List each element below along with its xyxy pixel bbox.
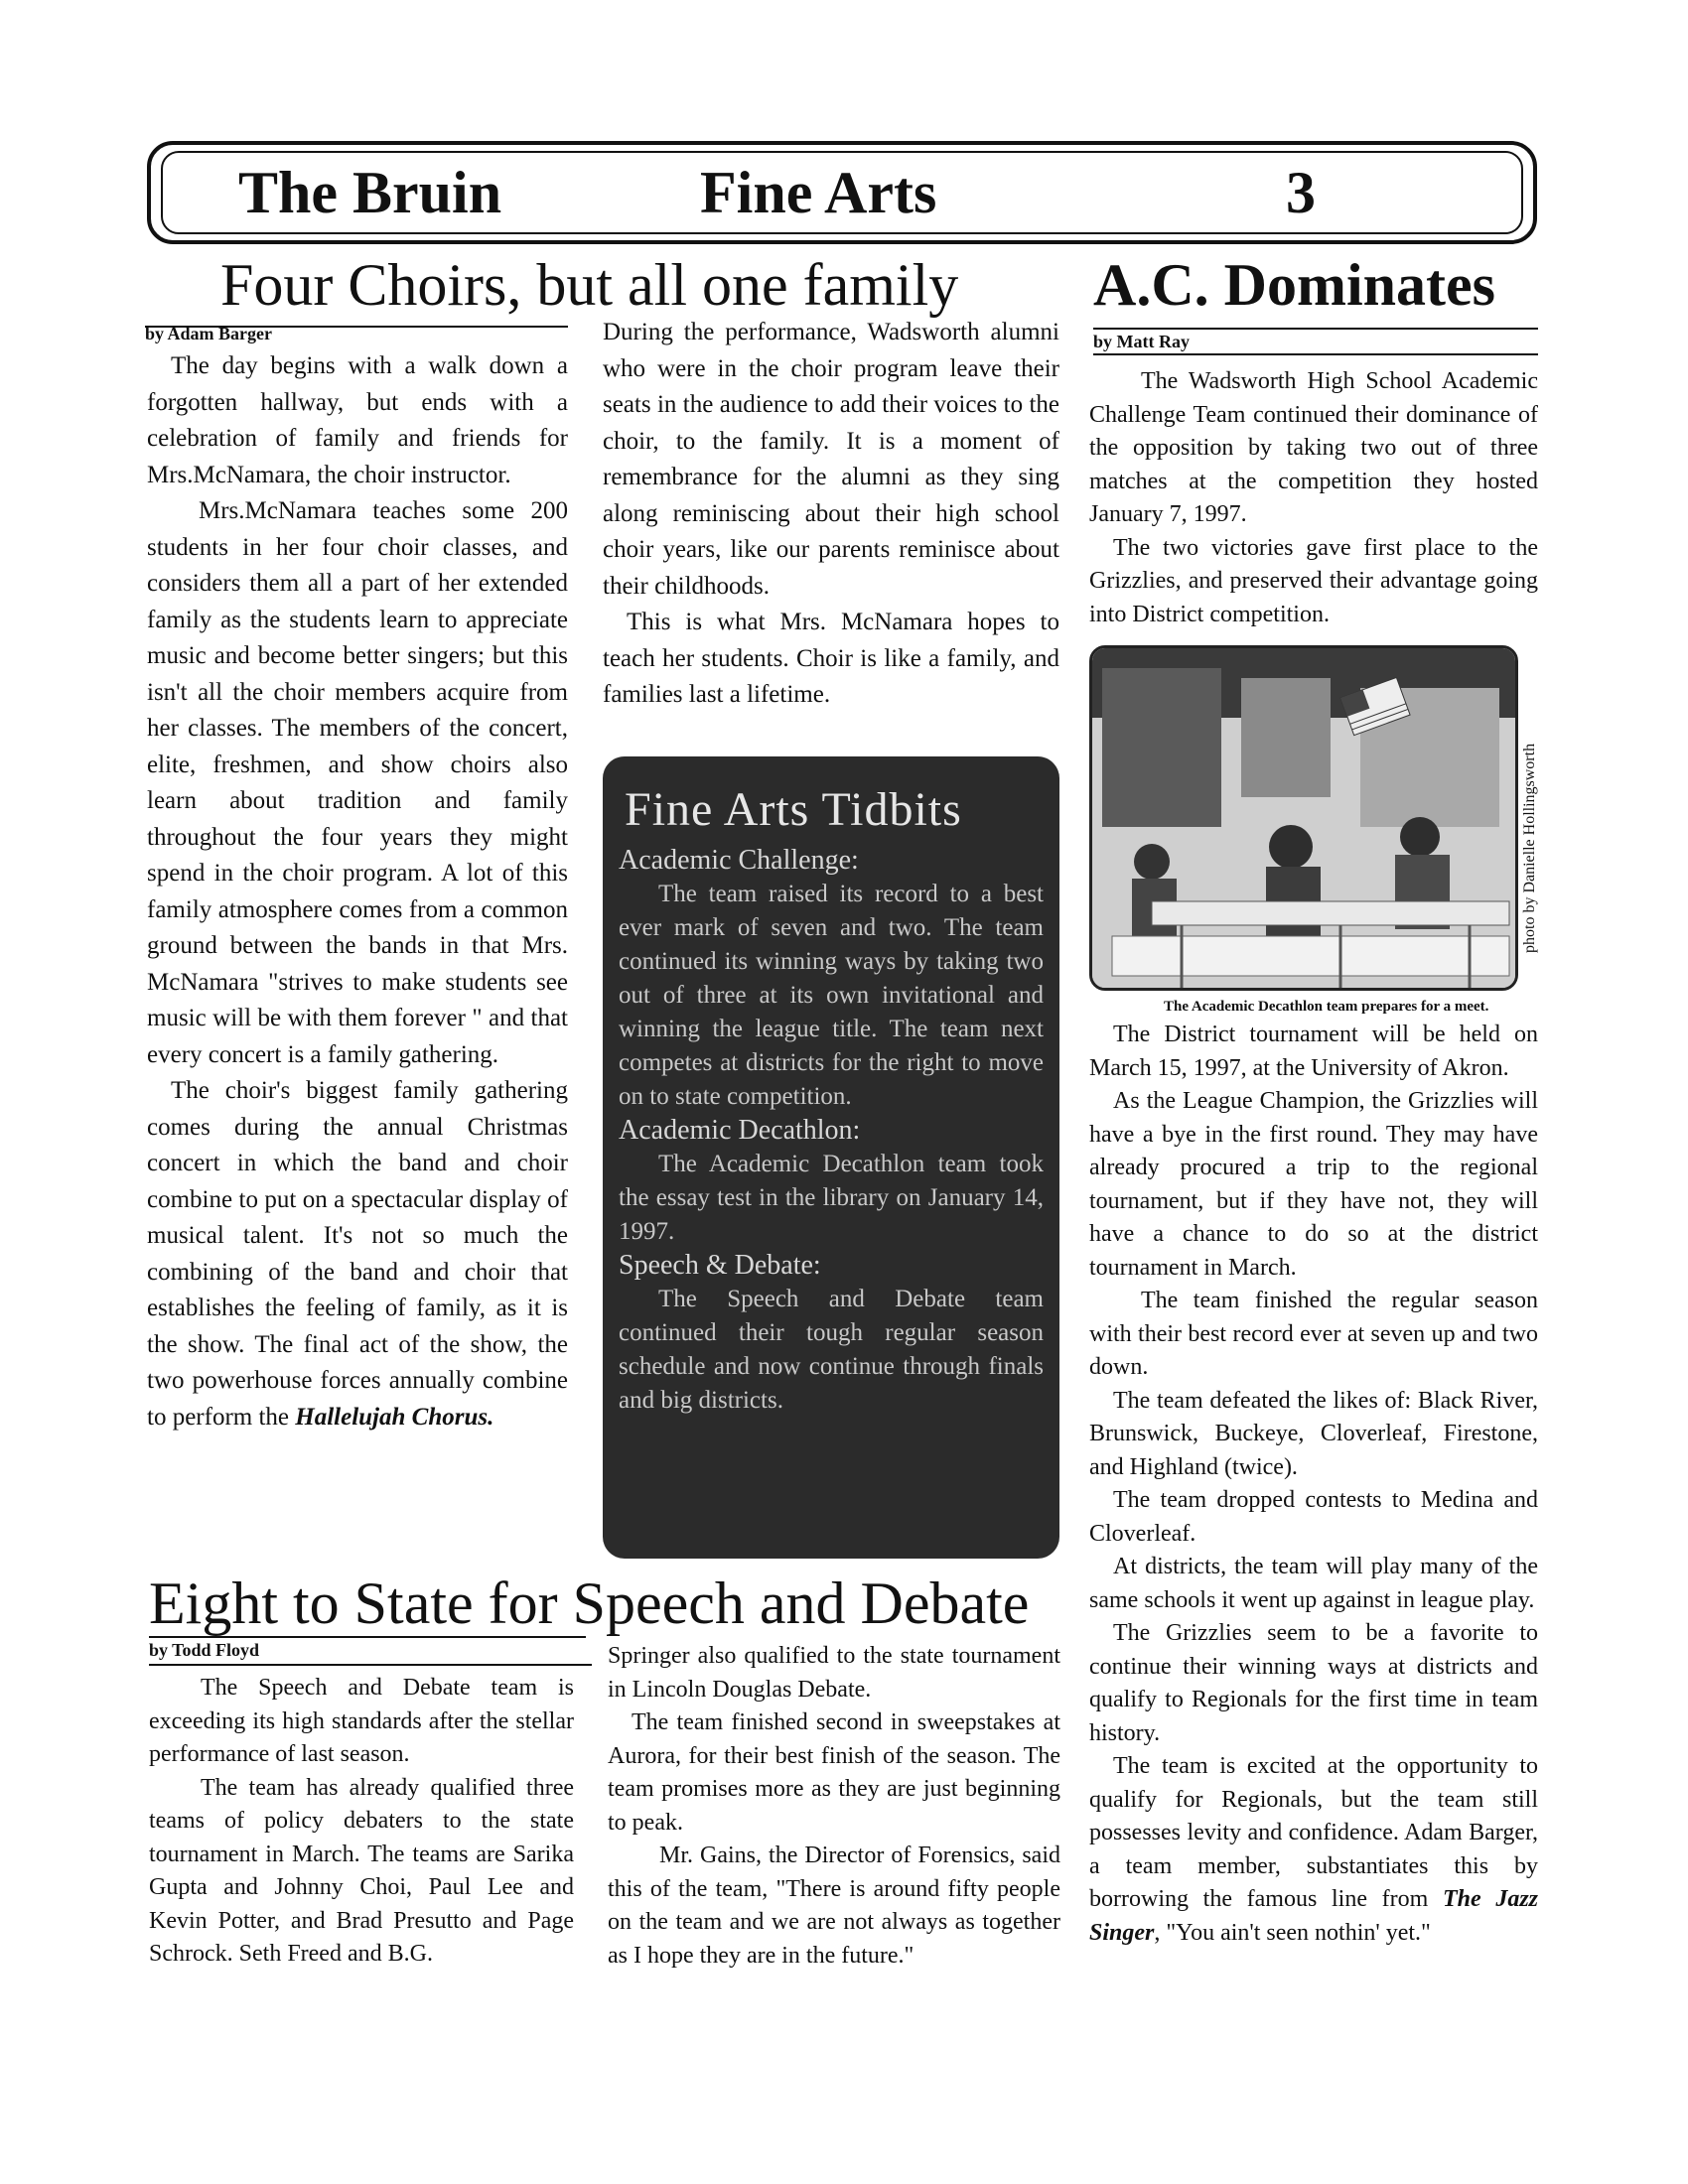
- tidbit-heading: Academic Decathlon:: [619, 1115, 861, 1146]
- paper-name: The Bruin: [238, 160, 502, 225]
- section-title: Fine Arts: [700, 160, 937, 225]
- speech-paragraph: Mr. Gains, the Director of Forensics, said this of the team, "There is around fifty people on the team and we are not always as together as I hope they are in the future.": [608, 1843, 1060, 1969]
- ac-paragraph: The team finished the regular season with their best record ever at seven up and two down.: [1089, 1288, 1538, 1380]
- speech-paragraph: Springer also qualified to the state tournament in Lincoln Douglas Debate.: [608, 1643, 1060, 1703]
- ac-paragraph: As the League Champion, the Grizzlies will have a bye in the first round. They may have already procured a trip to the regional tournament, but if they have not, they will have a chance to do so at the district tournament in March.: [1089, 1088, 1538, 1281]
- tidbit-text: The team raised its record to a best ever mark of seven and two. The team continued its winning ways by taking two out of three at its own invitational and winning the league title. The team next competes at districts for the right to move on to state competition.: [619, 881, 1044, 1110]
- ac-headline: A.C. Dominates: [1093, 252, 1495, 318]
- photo-caption: The Academic Decathlon team prepares for a meet.: [1164, 999, 1489, 1015]
- speech-paragraph: The team finished second in sweepstakes at Aurora, for their best finish of the season. The team promises more as they are just beginning to peak.: [608, 1709, 1060, 1836]
- hallelujah-chorus: Hallelujah Chorus.: [295, 1403, 494, 1431]
- choirs-column-right: [603, 315, 1059, 714]
- ac-paragraph: The District tournament will be held on March 15, 1997, at the University of Akron.: [1089, 1022, 1538, 1081]
- page-number: 3: [1286, 160, 1316, 225]
- ac-paragraph: At districts, the team will play many of the same schools it went up against in league play.: [1089, 1554, 1538, 1613]
- tidbit-heading: Speech & Debate:: [619, 1250, 821, 1281]
- film-title: The Jazz Singer: [1089, 1886, 1538, 1946]
- speech-headline: Eight to State for Speech and Debate: [149, 1570, 1030, 1636]
- ac-paragraph: The Wadsworth High School Academic Challenge Team continued their dominance of the opposition by taking two out of three matches at the competition they hosted January 7, 1997.: [1089, 368, 1538, 527]
- choirs-paragraph: This is what Mrs. McNamara hopes to teach her students. Choir is like a family, and families last a lifetime.: [603, 609, 1059, 708]
- speech-paragraph: The team has already qualified three teams of policy debaters to the state tournament in March. The teams are Sarika Gupta and Johnny Choi, Paul Lee and Kevin Potter, and Brad Presutto and Page Schrock. Seth Freed and B.G.: [149, 1774, 574, 1967]
- choirs-column-left: [147, 348, 568, 1435]
- tidbits-title: Fine Arts Tidbits: [625, 783, 962, 836]
- speech-byline: by Todd Floyd: [149, 1640, 260, 1660]
- ac-paragraph: [1089, 1750, 1538, 1950]
- choirs-headline: Four Choirs, but all one family: [220, 252, 959, 318]
- ac-column: [1089, 1019, 1538, 1950]
- tidbit-text: The Academic Decathlon team took the essay test in the library on January 14, 1997.: [619, 1151, 1044, 1245]
- decathlon-photo: [1089, 645, 1518, 991]
- tidbits-box: [603, 756, 1059, 1559]
- choirs-rule: [145, 326, 568, 328]
- ac-intro: [1089, 365, 1538, 631]
- tidbit-text: The Speech and Debate team continued their tough regular season schedule and now continue through finals and big districts.: [619, 1286, 1044, 1414]
- ac-paragraph: The team defeated the likes of: Black River, Brunswick, Buckeye, Cloverleaf, Firestone, and Highland (twice).: [1089, 1387, 1538, 1480]
- ac-paragraph: The two victories gave first place to the Grizzlies, and preserved their advantage going into District competition.: [1089, 534, 1538, 627]
- choirs-paragraph: [147, 1073, 568, 1435]
- ac-paragraph: The team dropped contests to Medina and Cloverleaf.: [1089, 1487, 1538, 1547]
- choirs-paragraph: The day begins with a walk down a forgotten hallway, but ends with a celebration of family and friends for Mrs.McNamara, the choir instructor.: [147, 352, 568, 488]
- jazz-quote: , "You ain't seen nothin' yet.": [1154, 1919, 1431, 1946]
- ac-paragraph-text: The team is excited at the opportunity to qualify for Regionals, but the team still possesses levity and confidence. Adam Barger, a team member, substantiates this by borrowing the famous line from: [1089, 1753, 1538, 1912]
- ac-rule-top: [1093, 328, 1538, 330]
- choirs-paragraph: Mrs.McNamara teaches some 200 students in her four choir classes, and considers them all a part of her extended family as the students learn to appreciate music and become better singers; but this isn't all the choir members acquire from her classes. The members of the concert, elite, freshmen, and show choirs also learn about tradition and family throughout the four years they might spend in the choir program. A lot of this family atmosphere comes from a common ground between the bands in that Mrs. McNamara "strives to make students see music will be with them forever " and that every concert is a family gathering.: [147, 497, 568, 1068]
- speech-column-left: [149, 1672, 574, 1972]
- choirs-paragraph-text: The choir's biggest family gathering comes during the annual Christmas concert in which the band and choir combine to put on a spectacular display of musical talent. It's not so much the combining of the band and choir that establishes the feeling of family, as it is the show. The final act of the show, the two powerhouse forces annually combine to perform the: [147, 1077, 568, 1431]
- classroom-photo-image: [1092, 648, 1515, 988]
- speech-column-right: [608, 1640, 1060, 1973]
- ac-byline: by Matt Ray: [1093, 332, 1190, 351]
- ac-paragraph: The Grizzlies seem to be a favorite to continue their winning ways at districts and qualify to Regionals for the first time in team history.: [1089, 1620, 1538, 1746]
- speech-rule: [149, 1664, 592, 1666]
- speech-paragraph: The Speech and Debate team is exceeding its high standards after the stellar performance of last season.: [149, 1675, 574, 1767]
- speech-headline-underline: [149, 1636, 586, 1638]
- choirs-byline: by Adam Barger: [145, 324, 272, 343]
- photo-credit: photo by Danielle Hollingsworth: [1521, 743, 1538, 953]
- choirs-paragraph: During the performance, Wadsworth alumni who were in the choir program leave their seats in the audience to add their voices to the choir, to the family. It is a moment of remembrance for the alumni as they sing along reminiscing about their high school choir years, like our parents reminisce about their childhoods.: [603, 319, 1059, 600]
- tidbit-heading: Academic Challenge:: [619, 845, 859, 876]
- ac-rule-bottom: [1093, 353, 1538, 355]
